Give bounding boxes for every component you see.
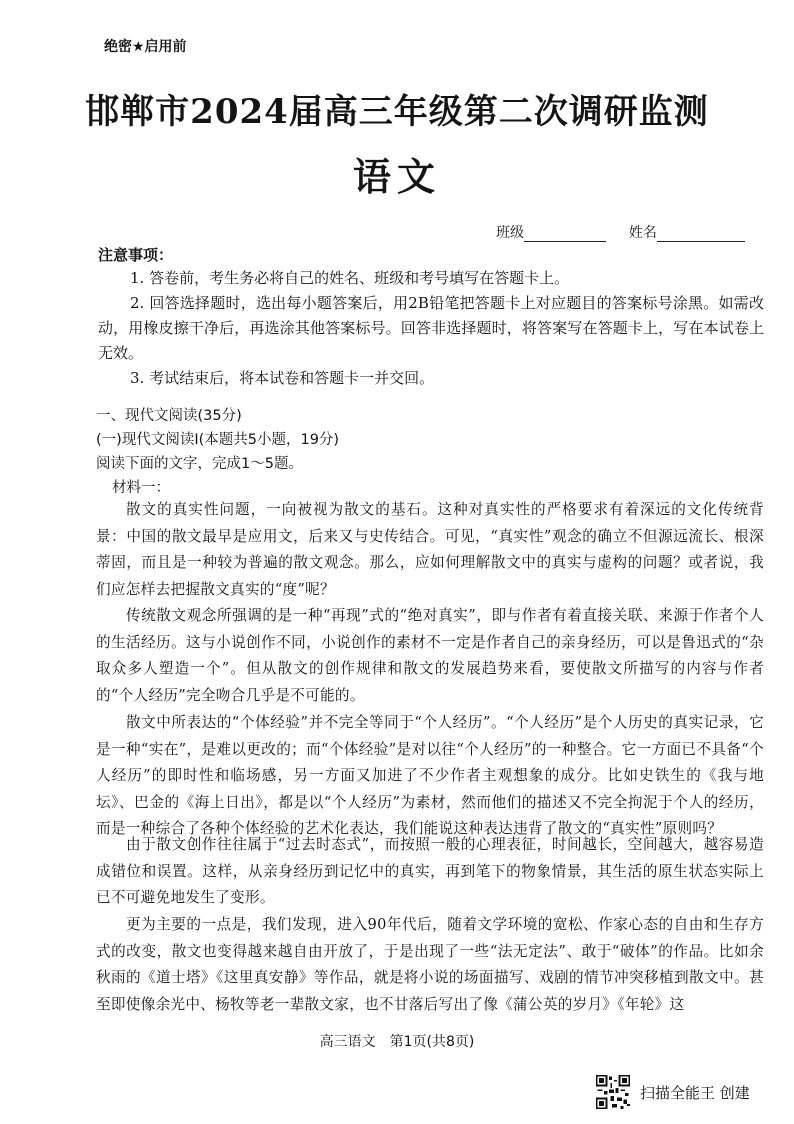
page-footer: 高三语文 第1页(共8页) [319,1034,475,1050]
subject-title: 语文 [352,154,441,199]
scanner-watermark [596,1075,750,1109]
section-heading: 一、现代文阅读(35分) [96,408,242,424]
class-label: 班级 [496,225,524,241]
scanner-label: 扫描全能王 创建 [640,1083,750,1102]
notice-item: 3. 考试结束后，将本试卷和答题卡一并交回。 [130,369,435,387]
passage-paragraph: 散文中所表达的“个体经验”并不完全等同于“个人经历”。“个人经历”是个人历史的真实记录，它是一种“实在”，是难以更改的；而“个体经验”是对以往“个人经历”的一种整合。它一方面已不具备“个人经历”的即时性和临场感，另一方面又加进了不少作者主观想象的成分。比如史铁生的《我与地坛》、巴金的《海上日出》，都是以“个人经历”为素材，然而他们的描述又不完全拘泥于个人的经历，而是一种综合了各种个体经验的艺术化表达，我们能说这种表达违背了散文的“真实性”原则吗？ [96,714,764,838]
passage-paragraph: 散文的真实性问题，一向被视为散文的基石。这种对真实性的严格要求有着深远的文化传统背景：中国的散文最早是应用文，后来又与史传结合。可见，“真实性”观念的确立不但源远流长、根深蒂固，而且是一种较为普遍的散文观念。那么，应如何理解散文中的真实与虚构的问题？或者说，我们应怎样去把握散文真实的“度”呢？ [96,501,764,598]
notice-item: 2. 回答选择题时，选出每小题答案后，用2B铅笔把答题卡上对应题目的答案标号涂黑。如需改动，用橡皮擦干净后，再选涂其他答案标号。回答非选择题时，将答案写在答题卡上，写在本试卷上无效。 [98,294,764,362]
class-blank [524,227,606,242]
passage-paragraph: 更为主要的一点是，我们发现，进入90年代后，随着文学环境的宽松、作家心态的自由和生存方式的改变，散文也变得越来越自由开放了，于是出现了一些“法无定法”、敢于“破体”的作品。比如余秋雨的《道士塔》《这里真安静》等作品，就是将小说的场面描写、戏剧的情节冲突移植到散文中。甚至即使像余光中、杨牧等老一辈散文家，也不甘落后写出了像《蒲公英的岁月》《年轮》这 [96,916,764,1013]
exam-title: 邯郸市2024届高三年级第二次调研监测 [85,92,709,132]
passage-paragraph: 传统散文观念所强调的是一种“再现”式的“绝对真实”，即与作者有着直接关联、来源于作者个人的生活经历。这与小说创作不同，小说创作的素材不一定是作者自己的亲身经历，可以是鲁迅式的“杂取众多人塑造一个”。但从散文的创作规律和散文的发展趋势来看，要使散文所描写的内容与作者的“个人经历”完全吻合几乎是不可能的。 [96,607,764,704]
notice-item: 1. 答卷前，考生务必将自己的姓名、班级和考号填写在答题卡上。 [130,269,570,287]
qr-code-icon [596,1075,630,1109]
student-info-fields [496,222,745,242]
name-label: 姓名 [628,225,657,241]
passage-paragraph: 由于散文创作往往属于“过去时态式”，而按照一般的心理表征，时间越长，空间越大，越容易造成错位和误置。这样，从亲身经历到记忆中的真实，再到笔下的物象情景，其生活的原生状态实际上已不可避免地发生了变形。 [96,836,764,907]
name-blank [657,227,745,242]
material-label: 材料一： [112,480,170,496]
reading-instruction: 阅读下面的文字，完成1～5题。 [96,456,303,472]
confidential-mark: 绝密★启用前 [104,39,187,55]
subsection-heading: (一)现代文阅读Ⅰ(本题共5小题，19分) [96,432,340,448]
notice-heading: 注意事项： [98,246,174,264]
